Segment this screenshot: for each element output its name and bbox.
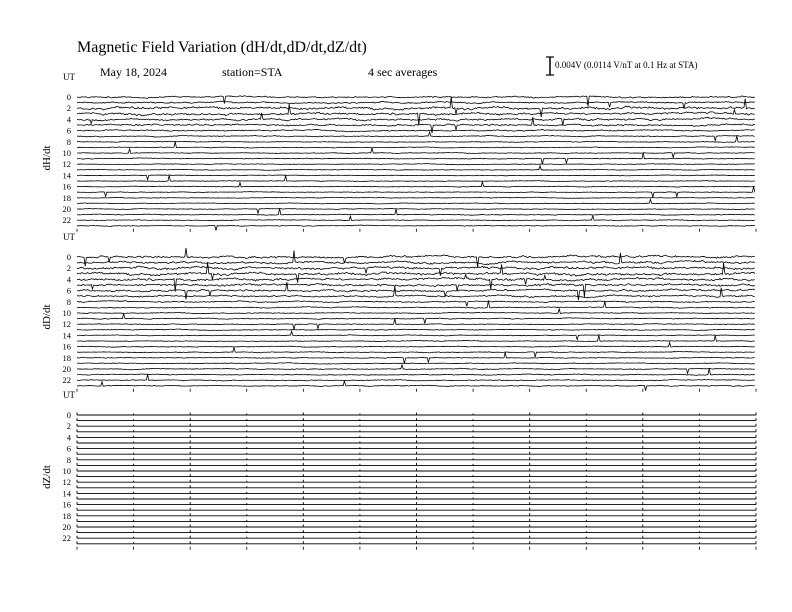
hour-trace: [77, 113, 755, 125]
hour-trace: [77, 446, 756, 449]
panel-dD-dt: [41, 232, 756, 392]
hour-tick-label: 12: [62, 477, 71, 488]
hour-tick-label: 6: [66, 125, 71, 136]
hour-trace: [77, 132, 755, 141]
ut-axis-label: UT: [63, 390, 75, 400]
hour-trace: [77, 248, 755, 267]
hour-tick-label: 2: [66, 421, 71, 432]
hour-trace: [77, 352, 755, 363]
hour-trace: [77, 314, 755, 324]
hour-trace: [77, 182, 755, 187]
hour-trace: [77, 208, 755, 215]
hour-trace: [77, 342, 755, 347]
station-label: station=STA: [222, 65, 283, 79]
hour-tick-label: 10: [62, 148, 71, 158]
hour-tick-label: 12: [62, 319, 71, 330]
ut-axis-label: UT: [63, 72, 75, 82]
hour-tick-label: 20: [62, 522, 71, 532]
hour-trace: [77, 474, 756, 477]
hour-tick-label: 14: [62, 488, 71, 499]
hour-trace: [77, 329, 755, 330]
hour-tick-label: 10: [62, 308, 71, 318]
hour-trace: [77, 197, 755, 198]
hour-trace: [77, 480, 756, 483]
hour-tick-label: 0: [66, 92, 71, 102]
hour-trace: [77, 508, 756, 511]
hour-trace: [77, 452, 756, 455]
hour-tick-label: 20: [62, 204, 71, 214]
hour-trace: [77, 166, 755, 171]
hour-trace: [77, 142, 755, 148]
hour-tick-label: 22: [62, 215, 71, 226]
hour-tick-label: 6: [66, 285, 71, 296]
hour-tick-label: 8: [66, 296, 71, 307]
hour-tick-label: 22: [62, 533, 71, 544]
hour-trace: [77, 208, 755, 213]
hour-trace: [77, 463, 756, 466]
hour-trace: [77, 187, 755, 198]
hour-tick-label: 14: [62, 170, 71, 181]
hour-tick-label: 18: [62, 510, 71, 521]
hour-trace: [77, 469, 756, 472]
hour-trace: [77, 275, 755, 292]
averaging-label: 4 sec averages: [368, 65, 438, 79]
hour-trace: [77, 164, 755, 165]
hour-tick-label: 2: [66, 103, 71, 114]
hour-trace: [77, 441, 756, 444]
hour-tick-label: 16: [62, 181, 71, 192]
scale-bar-label: 0.004V (0.0114 V/nT at 0.1 Hz at STA): [555, 60, 698, 70]
hour-trace: [77, 429, 756, 432]
panel-ylabel: dH/dt: [41, 145, 53, 171]
hour-trace: [77, 536, 756, 539]
hour-tick-label: 0: [66, 410, 71, 420]
hour-trace: [77, 513, 756, 516]
hour-tick-label: 4: [66, 114, 71, 125]
hour-tick-label: 4: [66, 274, 71, 285]
hour-tick-label: 10: [62, 466, 71, 476]
hour-trace: [77, 286, 755, 298]
hour-tick-label: 20: [62, 364, 71, 374]
panel-ylabel: dD/dt: [41, 304, 53, 330]
hour-trace: [77, 491, 756, 494]
hour-tick-label: 22: [62, 375, 71, 386]
hour-tick-label: 16: [62, 341, 71, 352]
panel-dH-dt: [41, 72, 756, 232]
ut-axis-label: UT: [63, 232, 75, 242]
hour-trace: [77, 525, 756, 528]
hour-trace: [77, 215, 755, 221]
hour-trace: [77, 331, 755, 339]
hour-tick-label: 2: [66, 263, 71, 274]
panel-dZ-dt: [41, 390, 756, 550]
hour-trace: [77, 519, 756, 522]
hour-trace: [77, 225, 755, 231]
hour-trace: [77, 424, 756, 427]
hour-trace: [77, 129, 755, 131]
hour-trace: [77, 104, 755, 126]
hour-trace: [77, 530, 756, 533]
hour-tick-label: 18: [62, 352, 71, 363]
hour-tick-label: 0: [66, 252, 71, 262]
panel-ylabel: dZ/dt: [41, 465, 53, 489]
hour-trace: [77, 175, 755, 180]
hour-trace: [77, 418, 756, 421]
hour-tick-label: 18: [62, 192, 71, 203]
hour-trace: [77, 541, 756, 544]
hour-trace: [77, 250, 755, 264]
chart-title: Magnetic Field Variation (dH/dt,dD/dt,dZ/dt): [77, 39, 367, 56]
hour-trace: [77, 301, 755, 307]
hour-trace: [77, 199, 755, 204]
hour-trace: [77, 497, 756, 500]
hour-trace: [77, 148, 755, 158]
hour-trace: [77, 96, 755, 107]
hour-trace: [77, 413, 756, 416]
hour-trace: [77, 435, 756, 438]
hour-trace: [77, 347, 755, 357]
hour-tick-label: 6: [66, 443, 71, 454]
hour-trace: [77, 457, 756, 460]
hour-tick-label: 8: [66, 454, 71, 465]
hour-tick-label: 8: [66, 136, 71, 147]
hour-trace: [77, 175, 755, 181]
hour-tick-label: 12: [62, 159, 71, 170]
hour-trace: [77, 153, 755, 164]
hour-tick-label: 4: [66, 432, 71, 443]
hour-tick-label: 14: [62, 330, 71, 341]
hour-tick-label: 16: [62, 499, 71, 510]
hour-trace: [77, 381, 755, 391]
date-label: May 18, 2024: [100, 65, 167, 79]
hour-trace: [77, 502, 756, 505]
hour-trace: [77, 309, 755, 314]
hour-trace: [77, 363, 755, 364]
hour-trace: [77, 319, 755, 330]
hour-trace: [77, 365, 755, 374]
hour-trace: [77, 485, 756, 488]
